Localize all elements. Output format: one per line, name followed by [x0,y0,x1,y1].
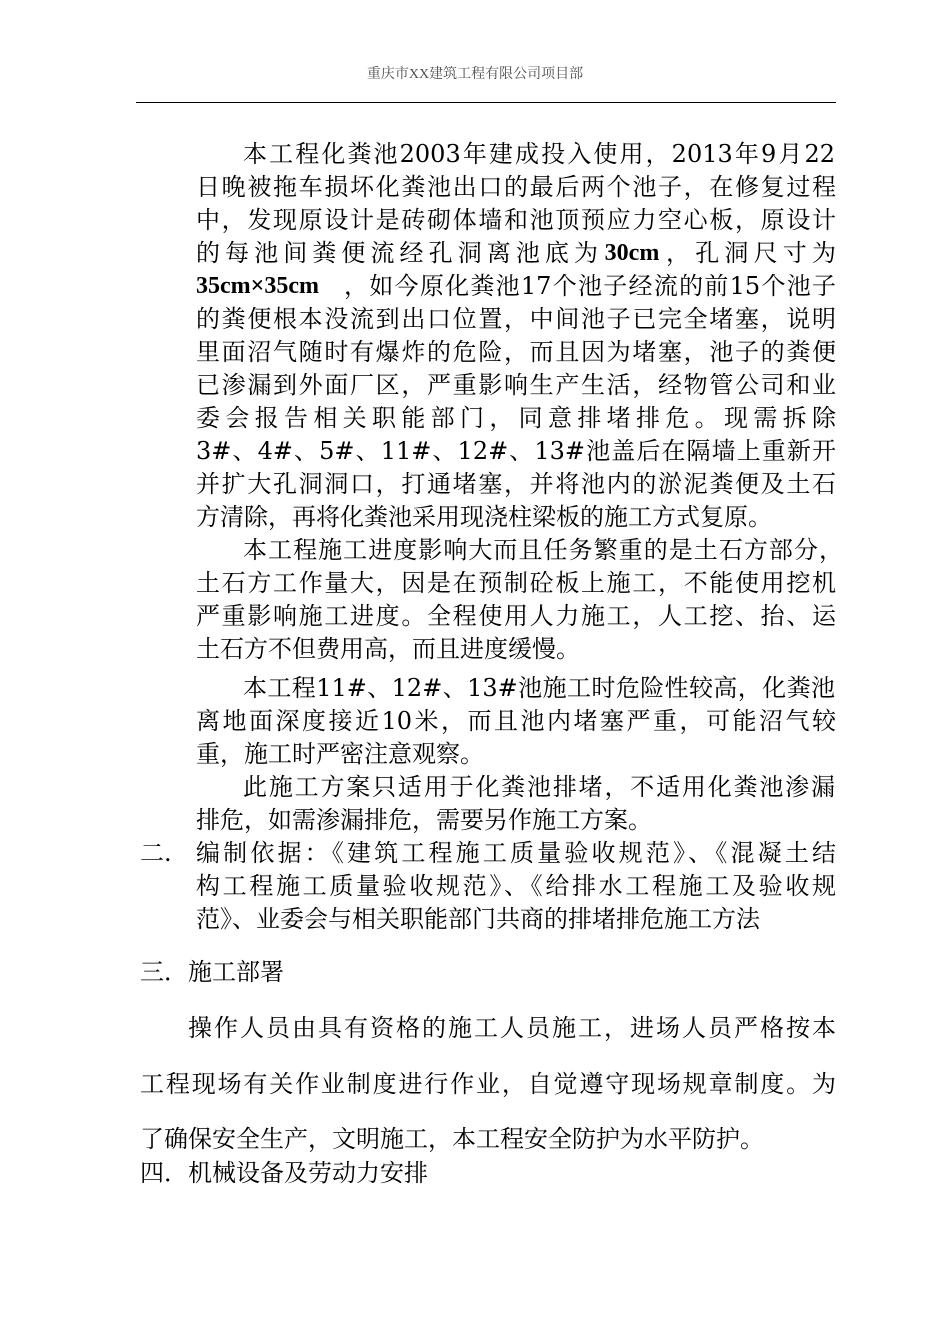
section-number: 二. [140,839,172,867]
paragraph-line: 并扩大孔洞洞口，打通堵塞，并将池内的淤泥粪便及土石 [196,470,836,498]
paragraph-line: 离地面深度接近10米，而且池内堵塞严重，可能沼气较 [196,707,836,735]
paragraph-line: 里面沼气随时有爆炸的危险，而且因为堵塞，池子的粪便 [196,338,836,366]
paragraph-line: 本工程化粪池2003年建成投入使用，2013年9月22 [243,140,835,168]
paragraph-line: 此施工方案只适用于化粪池排堵，不适用化粪池渗漏 [243,773,835,801]
header-divider [136,102,836,103]
paragraph-line: 土石方不但费用高，而且进度缓慢。 [196,635,580,663]
paragraph-line: 操作人员由具有资格的施工人员施工，进场人员严格按本 [188,1014,836,1042]
paragraph-line: 3#、4#、5#、11#、12#、13#池盖后在隔墙上重新开 [196,437,836,465]
section-heading: 三．施工部署 [140,958,284,986]
section-heading: 四．机械设备及劳动力安排 [140,1159,428,1187]
paragraph-line: 本工程施工进度影响大而且任务繁重的是土石方部分， [243,536,843,564]
paragraph-line: 重，施工时严密注意观察。 [196,740,484,768]
text-segment: 的每池间粪便流经孔洞离池底为 [196,239,598,267]
paragraph-line: 工程现场有关作业制度进行作业，自觉遵守现场规章制度。为 [140,1070,836,1098]
paragraph-line [196,238,836,268]
paragraph-line: 编制依据：《建筑工程施工质量验收规范》、《混凝土结 [196,839,836,867]
paragraph-line: 排危，如需渗漏排危，需要另作施工方案。 [196,806,652,834]
paragraph-line: 日晚被拖车损坏化粪池出口的最后两个池子，在修复过程 [196,173,836,201]
paragraph-line: 中，发现原设计是砖砌体墙和池顶预应力空心板，原设计 [196,206,836,234]
paragraph-line [196,271,836,301]
paragraph-line: 土石方工作量大，因是在预制砼板上施工，不能使用挖机 [196,569,836,597]
paragraph-line: 了确保安全生产，文明施工，本工程安全防护为水平防护。 [140,1125,764,1153]
paragraph-line: 范》、业委会与相关职能部门共商的排堵排危施工方法 [196,905,760,933]
paragraph-line: 严重影响施工进度。全程使用人力施工，人工挖、抬、运 [196,602,836,630]
text-segment: 30cm [604,240,660,266]
company-header: 重庆市XX建筑工程有限公司项目部 [366,67,584,82]
text-segment: ，如今原化粪池17个池子经流的前15个池子 [344,272,836,300]
paragraph-line: 的粪便根本没流到出口位置，中间池子已完全堵塞，说明 [196,305,836,333]
paragraph-line: 已渗漏到外面厂区，严重影响生产生活，经物管公司和业 [196,371,836,399]
paragraph-line: 方清除，再将化粪池采用现浇柱梁板的施工方式复原。 [196,503,772,531]
text-segment: ，孔洞尺寸为 [666,239,836,267]
text-segment: 35cm×35cm [196,273,319,299]
paragraph-line: 构工程施工质量验收规范》、《给排水工程施工及验收规 [196,872,836,900]
paragraph-line: 委会报告相关职能部门，同意排堵排危。现需拆除 [196,404,836,432]
paragraph-line: 本工程11#、12#、13#池施工时危险性较高，化粪池 [243,674,835,702]
